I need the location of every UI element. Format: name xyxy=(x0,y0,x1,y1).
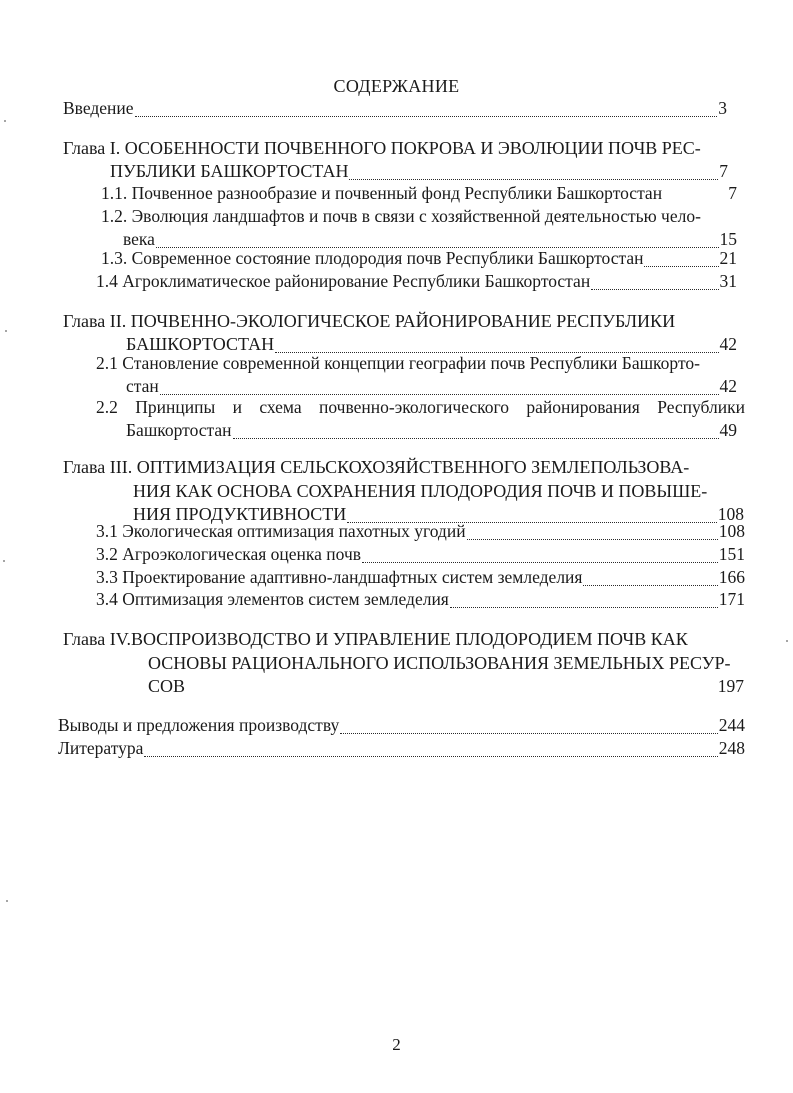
toc-page-number: 42 xyxy=(719,376,737,396)
chapter-heading-line: СОВ xyxy=(148,676,186,696)
toc-entry-label: 3.1 Экологическая оптимизация пахотных угодий xyxy=(96,521,466,541)
toc-page-number: 166 xyxy=(718,567,745,587)
toc-entry-literature xyxy=(58,737,745,760)
toc-entry-label: Башкортостан xyxy=(126,420,232,440)
toc-section-3-3 xyxy=(96,566,745,589)
toc-chapter-1 xyxy=(63,137,744,183)
dot-leader xyxy=(135,116,718,117)
toc-section-1-3 xyxy=(101,247,737,270)
toc-chapter-2 xyxy=(63,310,744,356)
toc-entry-label: 1.3. Современное состояние плодородия почв Республики Башкортостан xyxy=(101,248,644,268)
dot-leader xyxy=(233,438,719,439)
chapter-heading-line: Глава III. ОПТИМИЗАЦИЯ СЕЛЬСКОХОЗЯЙСТВЕННОГО ЗЕМЛЕПОЛЬЗОВА- xyxy=(63,457,690,477)
dot-leader xyxy=(467,539,718,540)
toc-entry-label: 2.1 Становление современной концепции географии почв Республики Башкорто- xyxy=(96,353,700,373)
chapter-heading-line: ПУБЛИКИ БАШКОРТОСТАН xyxy=(110,161,349,181)
dot-leader xyxy=(362,562,718,563)
toc-entry-label: 1.4 Агроклиматическое районирование Республики Башкортостан xyxy=(96,271,591,291)
dot-leader xyxy=(591,289,718,290)
dot-leader xyxy=(160,394,719,395)
toc-entry-conclusions xyxy=(58,714,745,737)
toc-page-number: 151 xyxy=(718,544,745,564)
toc-entry-label: 3.2 Агроэкологическая оценка почв xyxy=(96,544,362,564)
scan-speck xyxy=(3,560,5,562)
toc-entry-label: 1.2. Эволюция ландшафтов и почв в связи с хозяйственной деятельностью чело- xyxy=(101,206,701,226)
toc-section-3-4 xyxy=(96,588,745,611)
toc-entry-intro xyxy=(63,97,727,120)
chapter-heading-line: Глава I. ОСОБЕННОСТИ ПОЧВЕННОГО ПОКРОВА И ЭВОЛЮЦИИ ПОЧВ РЕС- xyxy=(63,138,701,158)
scan-speck xyxy=(786,640,788,642)
toc-entry-label: 1.1. Почвенное разнообразие и почвенный фонд Республики Башкортостан xyxy=(101,183,663,203)
toc-chapter-3 xyxy=(63,456,744,527)
toc-page-number: 3 xyxy=(718,98,727,118)
chapter-heading-last-line xyxy=(110,160,728,183)
page-title: СОДЕРЖАНИЕ xyxy=(333,76,460,96)
toc-section-3-2 xyxy=(96,543,745,566)
dot-leader xyxy=(644,266,718,267)
chapter-heading-last-line xyxy=(148,675,744,699)
toc-section-1-1 xyxy=(101,182,737,205)
toc-entry-label: 3.3 Проектирование адаптивно-ландшафтных систем земледелия xyxy=(96,567,583,587)
toc-chapter-4 xyxy=(63,628,744,699)
scan-speck xyxy=(5,330,7,332)
chapter-heading-line: НИЯ КАК ОСНОВА СОХРАНЕНИЯ ПЛОДОРОДИЯ ПОЧВ И ПОВЫШЕ- xyxy=(133,480,708,501)
toc-entry-label: 2.2 Принципы и схема почвенно-экологического районирования Республики xyxy=(96,397,745,417)
chapter-heading-line: Глава II. ПОЧВЕННО-ЭКОЛОГИЧЕСКОЕ РАЙОНИРОВАНИЕ РЕСПУБЛИКИ xyxy=(63,311,676,331)
toc-section-2-1 xyxy=(96,352,745,398)
toc-entry-label: Литература xyxy=(58,738,144,758)
toc-entry-label: века xyxy=(123,229,155,249)
toc-entry-label: стан xyxy=(126,376,159,396)
scan-speck xyxy=(4,120,6,122)
toc-section-3-1 xyxy=(96,520,745,543)
toc-entry-label: Введение xyxy=(63,98,134,118)
toc-page-number: 42 xyxy=(719,334,737,354)
toc-entry-last-line xyxy=(126,375,737,398)
toc-entry-label: 3.4 Оптимизация элементов систем земледелия xyxy=(96,589,449,609)
dot-leader xyxy=(340,733,718,734)
toc-page-number: 21 xyxy=(719,248,737,268)
toc-entry-label: Выводы и предложения производству xyxy=(58,715,340,735)
toc-entry-last-line xyxy=(126,419,737,442)
toc-page-number: 197 xyxy=(717,676,744,696)
dot-leader xyxy=(144,756,717,757)
chapter-heading-line: ОСНОВЫ РАЦИОНАЛЬНОГО ИСПОЛЬЗОВАНИЯ ЗЕМЕЛЬНЫХ РЕСУР- xyxy=(148,652,731,673)
toc-page-number: 171 xyxy=(718,589,745,609)
dot-leader xyxy=(349,179,718,180)
page-number: 2 xyxy=(392,1035,401,1054)
toc-page-number: 15 xyxy=(719,229,737,249)
dot-leader xyxy=(583,585,717,586)
toc-page-number: 49 xyxy=(719,420,737,440)
toc-page-number: 248 xyxy=(718,738,745,758)
chapter-heading-line: БАШКОРТОСТАН xyxy=(126,334,275,354)
toc-page-number: 31 xyxy=(719,271,737,291)
toc-section-1-4 xyxy=(96,270,737,293)
scan-speck xyxy=(6,900,8,902)
toc-page-number: 7 xyxy=(728,183,737,203)
chapter-heading-line: Глава IV.ВОСПРОИЗВОДСТВО И УПРАВЛЕНИЕ ПЛОДОРОДИЕМ ПОЧВ КАК xyxy=(63,629,688,649)
chapter-heading-line: НИЯ ПРОДУКТИВНОСТИ xyxy=(133,504,347,524)
toc-section-2-2 xyxy=(96,396,745,442)
toc-section-1-2 xyxy=(101,205,745,251)
toc-page-number: 108 xyxy=(718,521,745,541)
toc-page-number: 108 xyxy=(717,504,744,524)
dot-leader xyxy=(450,607,718,608)
toc-page-number: 244 xyxy=(718,715,745,735)
toc-page-number: 7 xyxy=(719,161,728,181)
